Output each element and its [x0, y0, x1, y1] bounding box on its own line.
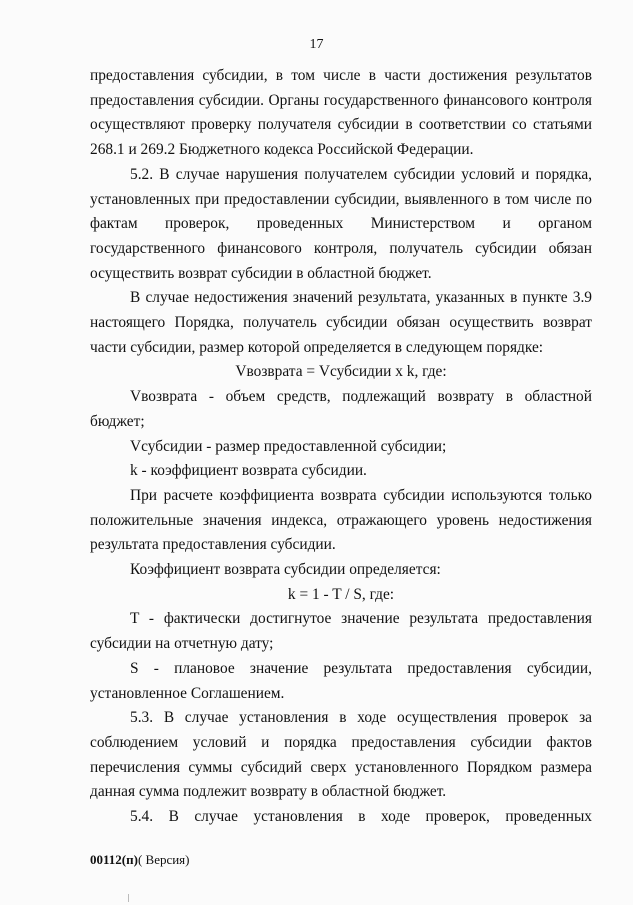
document-version: ( Версия) [137, 852, 190, 867]
paragraph-coefficient-calculation: При расчете коэффициента возврата субсидии используются только положительные значения индекса, отражающего уровень недостижения результата предоставления субсидии. [90, 486, 592, 554]
paragraph-coefficient-defined: Коэффициент возврата субсидии определяется: [130, 561, 441, 579]
definition-v-subsidy: Vсубсидии - размер предоставленной субсидии; [130, 437, 447, 455]
paragraph-continued: предоставления субсидии, в том числе в части достижения результатов предоставления субсидии. Органы государственного финансового контроля осуществляют проверку получателя субсидии в соответствии со статьями 268.1 и 269.2 Бюджетного кодекса Российской Федерации. [90, 67, 592, 159]
scan-artifact [128, 894, 129, 902]
definition-k: k - коэффициент возврата субсидии. [130, 462, 367, 480]
definition-v-return: Vвозврата - объем средств, подлежащий возврату в областной бюджет; [90, 388, 592, 430]
document-footer [90, 852, 190, 868]
paragraph-5-2: 5.2. В случае нарушения получателем субсидии условий и порядка, установленных при предоставлении субсидии, выявленного в том числе по фактам проверок, проведенных Министерством и органом государственного финансового контроля, получатель субсидии обязан осуществить возврат субсидии в областной бюджет. [90, 165, 592, 282]
definition-s: S - плановое значение результата предоставления субсидии, установленное Соглашением. [90, 659, 592, 702]
formula-return-volume: Vвозврата = Vсубсидии x k, где: [235, 363, 447, 381]
paragraph-return-part: В случае недостижения значений результата, указанных в пункте 3.9 настоящего Порядка, получатель субсидии обязан осуществить возврат части субсидии, размер которой определяется в следующем порядке: [90, 289, 592, 356]
definition-t: T - фактически достигнутое значение результата предоставления субсидии на отчетную дату; [90, 610, 592, 653]
document-code: 00112(п) [90, 852, 138, 867]
document-body [90, 64, 592, 830]
paragraph-5-4: 5.4. В случае установления в ходе проверок, проведенных [130, 808, 592, 826]
paragraph-5-3: 5.3. В случае установления в ходе осуществления проверок за соблюдением условий и порядка предоставления субсидии фактов перечисления суммы субсидий сверх установленного Порядком размера данная сумма подлежит возврату в областной бюджет. [90, 709, 592, 801]
formula-coefficient: k = 1 - T / S, где: [287, 585, 395, 603]
page-number: 17 [309, 37, 324, 52]
